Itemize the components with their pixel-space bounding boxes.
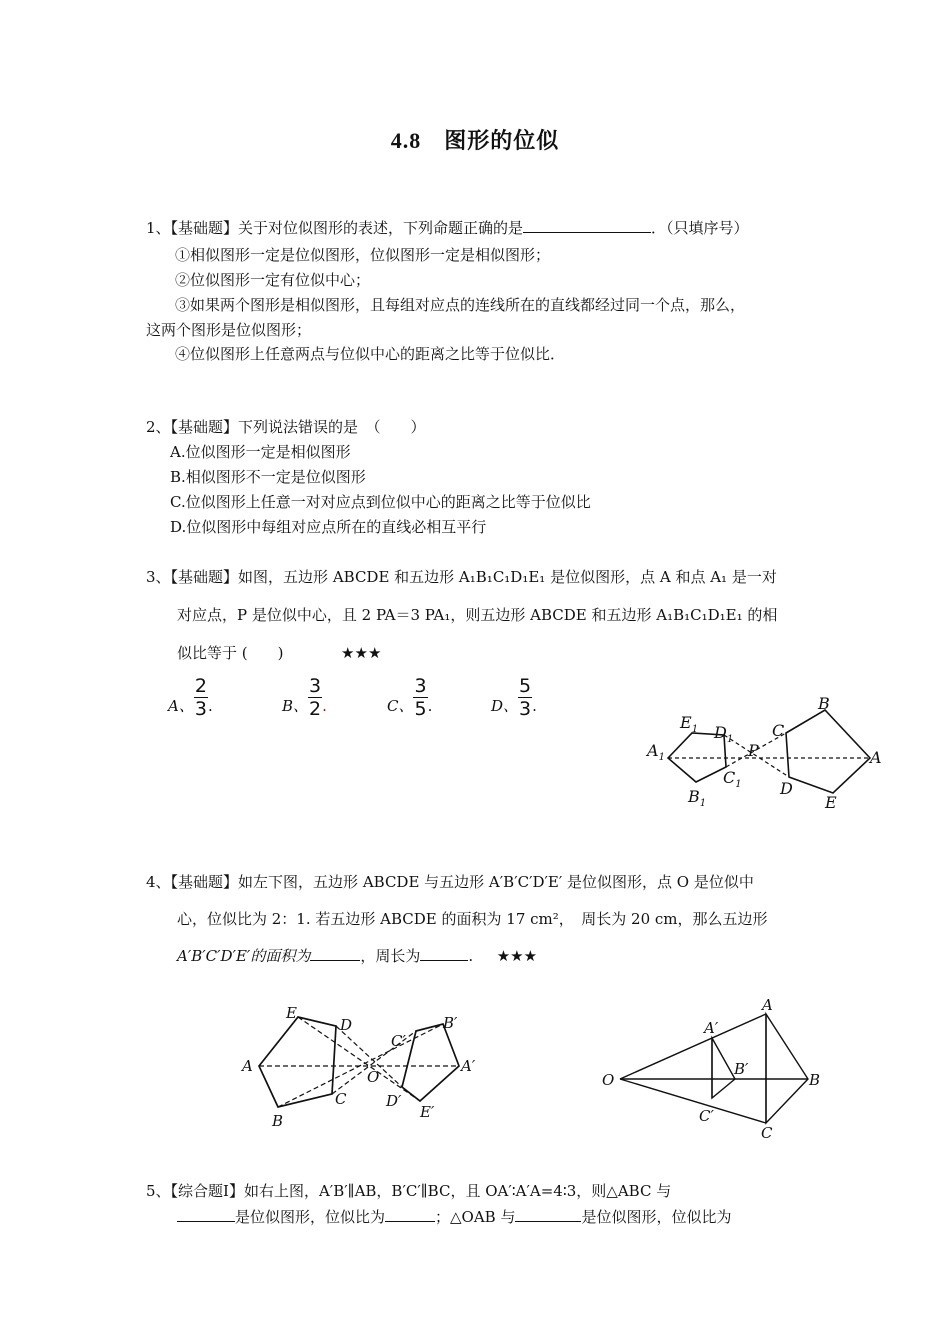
q3-option-c-fraction (413, 676, 427, 719)
triangle-ABC (766, 1014, 808, 1123)
label-A1: $A_1$ (647, 741, 665, 763)
q3-option-a-label: A、 (168, 697, 194, 715)
label-C-prime: C′ (391, 1032, 406, 1050)
label-B-prime: B′ (443, 1014, 458, 1032)
q5-blank-3[interactable] (515, 1221, 581, 1222)
period: . (322, 696, 327, 715)
q1-tail: ．（只填序号） (651, 219, 749, 237)
q5-blank-1[interactable] (177, 1221, 235, 1222)
label-A: A (762, 996, 773, 1014)
q5-stem-line1: 5、【综合题Ⅰ】如右上图，A′B′∥AB，B′C′∥BC，且 OA′∶A′A=4∶3，则△ABC 与 (146, 1182, 672, 1200)
fraction-denominator: 3 (194, 698, 207, 720)
q3-question: 似比等于 ( ) (177, 644, 284, 662)
q1-answer-blank[interactable] (523, 232, 651, 233)
segment-OC (620, 1079, 766, 1123)
q4-stem-line1: 4、【基础题】如左下图，五边形 ABCDE 与五边形 A′B′C′D′E′ 是位似图形，点 O 是位似中 (146, 873, 754, 891)
q3-option-c[interactable] (387, 676, 432, 719)
label-C1: $C_1$ (723, 768, 742, 790)
q2-option-c[interactable]: C.位似图形上任意一对对应点到位似中心的距离之比等于位似比 (170, 493, 591, 511)
label-E1: $E_1$ (680, 713, 699, 735)
label-E: E (825, 793, 837, 812)
label-B-prime: B′ (734, 1060, 749, 1078)
fraction-numerator: 3 (414, 675, 427, 697)
label-C: C (772, 721, 785, 740)
period: . (532, 696, 537, 715)
period: . (427, 696, 433, 715)
q5-figure-triangles (600, 995, 835, 1145)
label-B: B (809, 1071, 821, 1089)
q5-text-b: ；△OAB 与 (435, 1208, 516, 1226)
label-C: C (335, 1090, 347, 1108)
triangle-A'B'C' (712, 1038, 735, 1098)
label-O: O (602, 1071, 615, 1089)
q2-option-a[interactable]: A.位似图形一定是相似图形 (170, 443, 351, 461)
q3-stem-line2: 对应点，P 是位似中心，且 2 PA＝3 PA₁，则五边形 ABCDE 和五边形 A₁B₁C₁D₁E₁ 的相 (177, 606, 778, 624)
q4-area-blank[interactable] (310, 960, 360, 961)
q4-stem-line3 (177, 946, 537, 966)
label-B: B (818, 694, 830, 713)
label-P: P (748, 741, 759, 760)
label-A-prime: A′ (461, 1057, 476, 1075)
q4-stars: ★★★ (496, 947, 538, 965)
q1-lead: 1、【基础题】关于对位似图形的表述，下列命题正确的是 (146, 219, 524, 237)
q3-stem-line1: 3、【基础题】如图，五边形 ABCDE 和五边形 A₁B₁C₁D₁E₁ 是位似图形，点 A 和点 A₁ 是一对 (146, 568, 777, 586)
q3-stars: ★★★ (341, 644, 382, 662)
label-B1: $B_1$ (688, 787, 707, 809)
fraction-numerator: 2 (194, 675, 207, 697)
fraction-denominator: 3 (519, 698, 532, 720)
q4-area-prefix: A′B′C′D′E′的面积为 (177, 947, 311, 965)
q3-option-d-fraction (518, 676, 532, 719)
label-D: D (780, 779, 793, 798)
page-title: 4.8 图形的位似 (390, 128, 560, 153)
label-E-prime: E′ (420, 1103, 435, 1121)
label-A: A (870, 748, 882, 767)
label-C: C (761, 1124, 773, 1142)
pentagon-ABCDE (786, 710, 870, 793)
q1-statement-3a: ③如果两个图形是相似图形，且每组对应点的连线所在的直线都经过同一个点，那么， (175, 296, 746, 314)
q1-stem (146, 218, 749, 238)
period: . (468, 947, 474, 965)
label-O: O (367, 1068, 380, 1086)
fraction-denominator: 5 (414, 698, 427, 720)
label-D-prime: D′ (386, 1092, 402, 1110)
q5-blank-2[interactable] (385, 1221, 435, 1222)
q3-stem-line3 (177, 643, 381, 663)
q5-text-c: 是位似图形，位似比为 (581, 1208, 732, 1226)
label-E: E (286, 1004, 297, 1022)
q4-perimeter-prefix: ，周长为 (360, 947, 421, 965)
fraction-denominator: 2 (309, 698, 322, 720)
q4-figure-left (240, 1000, 490, 1130)
period: . (207, 696, 213, 715)
q2-option-b[interactable]: B.相似图形不一定是位似图形 (170, 468, 366, 486)
label-B: B (272, 1112, 284, 1130)
label-C-prime: C′ (699, 1107, 714, 1125)
q3-option-a[interactable] (168, 676, 213, 719)
q3-figure-pentagons (640, 690, 890, 820)
q3-option-b-label: B、 (282, 697, 309, 715)
pentagon-ABCDE (259, 1017, 336, 1107)
fraction-numerator: 3 (309, 675, 322, 697)
label-A: A (242, 1057, 253, 1075)
label-D1: $D_1$ (714, 723, 734, 745)
q1-statement-4: ④位似图形上任意两点与位似中心的距离之比等于位似比． (175, 345, 566, 363)
q3-option-a-fraction (194, 676, 208, 719)
fraction-numerator: 5 (519, 675, 532, 697)
q4-stem-line2: 心，位似比为 2：1. 若五边形 ABCDE 的面积为 17 cm²， 周长为 20 cm，那么五边形 (177, 910, 768, 928)
label-D: D (340, 1016, 353, 1034)
q3-option-d[interactable] (491, 676, 537, 719)
q5-text-a: 是位似图形，位似比为 (235, 1208, 386, 1226)
q3-option-b[interactable] (282, 676, 327, 719)
label-A-prime: A′ (704, 1019, 719, 1037)
q4-perimeter-blank[interactable] (420, 960, 468, 961)
q2-stem: 2、【基础题】下列说法错误的是 （ ） (146, 418, 426, 436)
q2-option-d[interactable]: D.位似图形中每组对应点所在的直线必相互平行 (170, 518, 487, 536)
q1-statement-3b: 这两个图形是位似图形； (146, 321, 312, 339)
q1-statement-2: ②位似图形一定有位似中心； (175, 271, 371, 289)
q5-stem-line2 (177, 1207, 732, 1227)
q3-option-c-label: C、 (387, 697, 414, 715)
q3-option-b-fraction (308, 676, 322, 719)
q3-option-d-label: D、 (491, 697, 519, 715)
q1-statement-1: ①相似图形一定是位似图形，位似图形一定是相似图形； (175, 246, 551, 264)
